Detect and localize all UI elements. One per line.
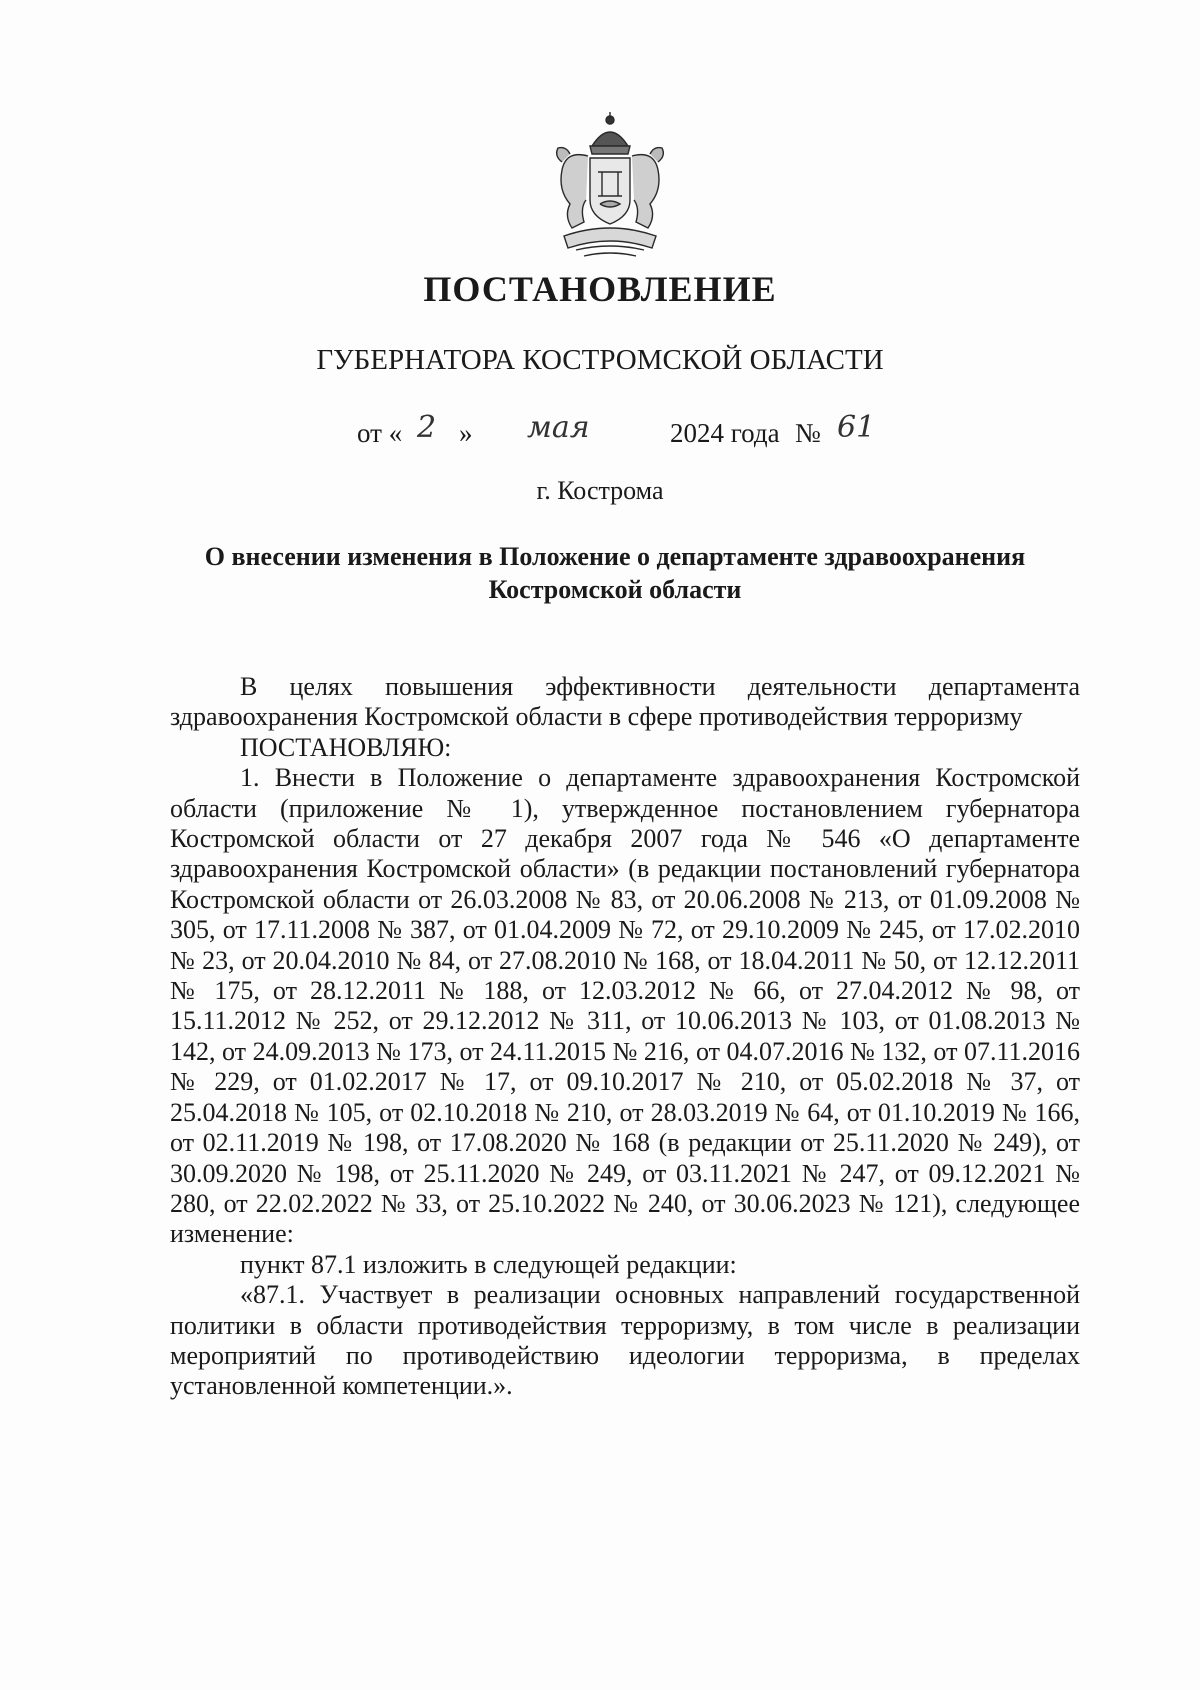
clause-1-paragraph: 1. Внести в Положение о департаменте здравоохранения Костромской области (приложение № 1), утвержденное постановлением губернатора Костромской области от 27 декабря 2007 года № 546 «О департаменте здравоохранения Костромской области» (в редакции постановлений губернатора Костромской области от 26.03.2008 № 83, от 20.06.2008 № 213, от 01.09.2008 № 305, от 17.11.2008 № 387, от 01.04.2009 № 72, от 29.10.2009 № 245, от 17.02.2010 № 23, от 20.04.2010 № 84, от 27.08.2010 № 168, от 18.04.2011 № 50, от 12.12.2011 № 175, от 28.12.2011 № 188, от 12.03.2012 № 66, от 27.04.2012 № 98, от 15.11.2012 № 252, от 29.12.2012 № 311, от 10.06.2013 № 103, от 01.08.2013 № 142, от 24.09.2013 № 173, от 24.11.2015 № 216, от 04.07.2016 № 132, от 07.11.2016 № 229, от 01.02.2017 № 17, от 09.10.2017 № 210, от 05.02.2018 № 37, от 25.04.2018 № 105, от 02.10.2018 № 210, от 28.03.2019 № 64, от 01.10.2019 № 166, от 02.11.2019 № 198, от 17.08.2020 № 168 (в редакции от 25.11.2020 № 249), от 30.09.2020 № 198, от 25.11.2020 № 249, от 03.11.2021 № 247, от 09.12.2021 № 280, от 22.02.2022 № 33, от 25.10.2022 № 240, от 30.06.2023 № 121), следующее изменение: — [170, 763, 1080, 1249]
date-line — [357, 408, 957, 458]
date-day-handwritten: 2 — [417, 410, 437, 445]
document-body — [170, 672, 1080, 1402]
date-month-handwritten: мая — [527, 410, 590, 445]
number-sign: № — [795, 418, 821, 448]
date-year: 2024 года — [670, 418, 780, 448]
document-heading: О внесении изменения в Положение о департаменте здравоохранения Костромской области — [204, 542, 1026, 604]
date-close-quote: » — [459, 418, 473, 448]
coat-of-arms-emblem — [540, 112, 680, 260]
amendment-text: «87.1. Участвует в реализации основных направлений государственной политики в области противодействия терроризму, в том числе в реализации мероприятий по противодействию идеологии терроризма, в пределах установленной компетенции.». — [170, 1280, 1080, 1401]
date-prefix: от « — [357, 418, 403, 448]
document-number-handwritten: 61 — [837, 410, 876, 445]
preamble-paragraph: В целях повышения эффективности деятельности департамента здравоохранения Костромской области в сфере противодействия терроризму — [170, 672, 1080, 732]
document-subtitle: ГУБЕРНАТОРА КОСТРОМСКОЙ ОБЛАСТИ — [316, 344, 884, 376]
decree-word: ПОСТАНОВЛЯЮ: — [240, 732, 452, 762]
city-line: г. Кострома — [536, 476, 664, 505]
document-title: ПОСТАНОВЛЕНИЕ — [423, 269, 777, 309]
amendment-intro: пункт 87.1 изложить в следующей редакции: — [240, 1249, 737, 1279]
